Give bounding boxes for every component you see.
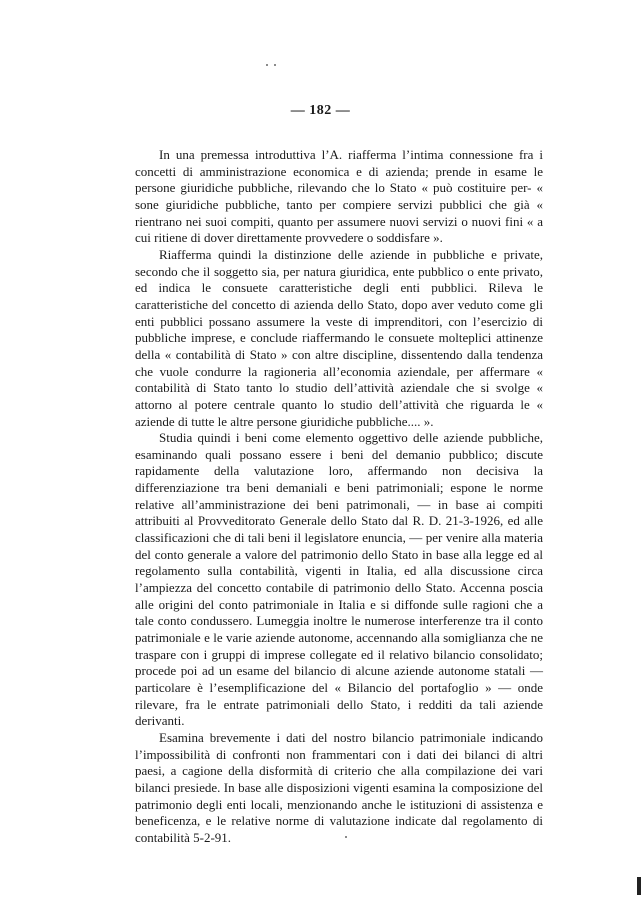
page-number: — 182 — bbox=[290, 103, 351, 118]
paragraph-3: Studia quindi i beni come elemento oggettivo delle aziende pubbliche, esaminando quali possano essere i beni del demanio pubblico; discute rapidamente della valutazione loro, affermando non decisiva la differenziazione tra beni demaniali e beni patrimoniali; espone le norme relative all’amministrazione dei beni patrimonali, — in base ai compiti attribuiti al Provveditorato Generale dello Stato dal R. D. 21-3-1926, ed alle classificazioni che di tali beni il legislatore enuncia, — per venire alla materia del conto generale a valore del patrimonio dello Stato in base alla legge ed al regolamento sulla contabilità, vigenti in Italia, ed alla discussione circa l’ampiezza del concetto contabile di patrimonio dello Stato. Accenna poscia alle origini del conto patrimoniale in Italia e si diffonde sulle ragioni che a tale conto condussero. Lumeggia inoltre le numerose interferenze tra il conto patrimoniale e le varie aziende autonome, accennando alla somiglianza che ne traspare con i gruppi di imprese collegate ed il relativo bilancio consolidato; procede poi ad un esame del bilancio di alcune aziende autonome statali — particolare è l’esemplificazione del « Bilancio del portafoglio » — onde rilevare, fra le entrate patrimoniali dello Stato, i redditi da tali aziende derivanti. bbox=[135, 430, 543, 729]
scan-speck bbox=[345, 836, 347, 838]
paragraph-2: Riafferma quindi la distinzione delle aziende in pubbliche e private, secondo che il soggetto sia, per natura giuridica, ente pubblico o ente privato, ed indica le consuete caratteristiche degli enti pubblici. Rileva le caratteristiche del concetto di azienda dello Stato, dopo aver veduto come gli enti pubblici possano assumere la veste di imprenditori, con l’esercizio di pubbliche imprese, e conclude riaffermando le consuete molteplici attinenze della « contabilità di Stato » con altre discipline, dissentendo dalla tendenza che vuole condurre la ragioneria all’economia aziendale, per affermare « contabilità di Stato tanto lo studio dell’attività aziendale che si svolge « attorno al potere centrale quanto lo studio dell’attività che riguarda le « aziende di tutte le altre persone giuridiche pubbliche.... ». bbox=[135, 246, 543, 429]
paragraph-4: Esamina brevemente i dati del nostro bilancio patrimoniale indicando l’impossibilità di confronti non frammentari con i dati dei bilanci di altri paesi, a cagione della disformità di criterio che alla compilazione dei vari bilanci presiede. In base alle disposizioni vigenti esamina la composizione del patrimonio degli enti locali, menzionando anche le istituzioni di assistenza e beneficenza, e le relative norme di valutazione indicate dal regolamento di contabilità 5-2-91. bbox=[135, 729, 543, 845]
paragraph-1: In una premessa introduttiva l’A. riafferma l’intima connessione fra i concetti di amministrazione economica e di azienda; prende in esame le persone giuridiche pubbliche, rilevando che lo Stato « può costituire per- « sone giuridiche pubbliche, tanto per compiere servizi pubblici che già « rientrano nei suoi compiti, quanto per assumere nuovi servizi o nuovi fini « a cui ritiene di dover direttamente provvedere o soddisfare ». bbox=[135, 147, 543, 246]
scan-speck bbox=[274, 64, 276, 66]
scan-edge-mark bbox=[637, 877, 641, 895]
scan-speck bbox=[266, 64, 268, 66]
body-text bbox=[135, 147, 543, 847]
